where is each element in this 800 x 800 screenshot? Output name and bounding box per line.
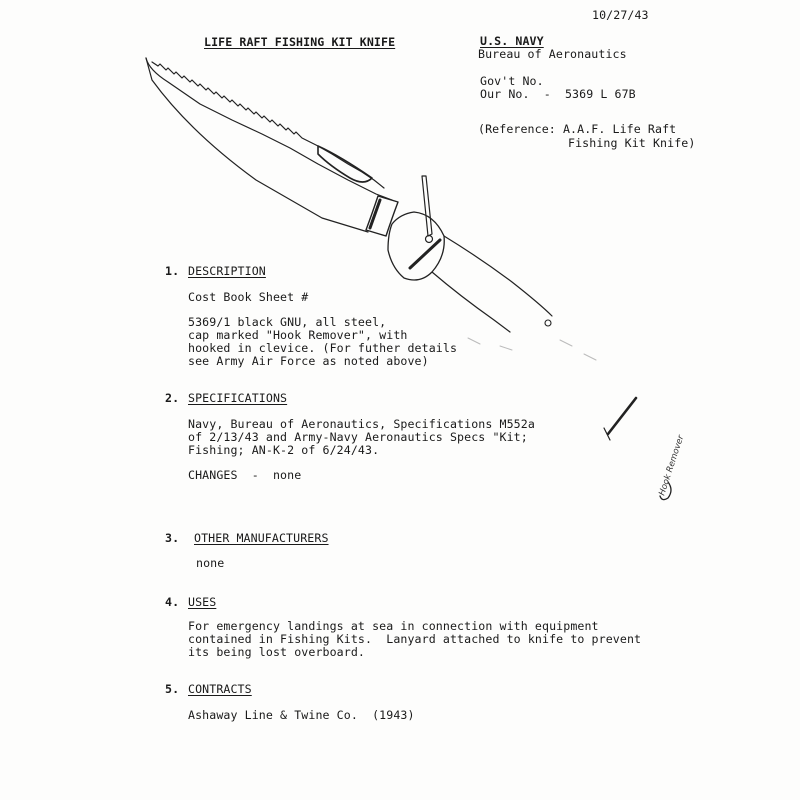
document-title: LIFE RAFT FISHING KIT KNIFE — [204, 35, 396, 49]
uses-line-3: its being lost overboard. — [188, 645, 366, 659]
hook-remover-bar — [608, 398, 636, 434]
section-5-number: 5. — [165, 682, 180, 696]
hook-remover-annotation: Hook Remover — [657, 434, 687, 497]
header-our-no: Our No. - 5369 L 67B — [480, 87, 636, 101]
description-line-5: see Army Air Force as noted above) — [188, 354, 429, 368]
knife-clevice — [388, 212, 444, 280]
specifications-line-1: Navy, Bureau of Aeronautics, Specifications M552a — [188, 417, 535, 431]
section-4-number: 4. — [165, 595, 180, 609]
hook-remover-hook — [660, 482, 671, 500]
knife-rivet — [426, 236, 433, 243]
contracts-line-1: Ashaway Line & Twine Co. (1943) — [188, 708, 415, 722]
other-manufacturers-value: none — [196, 556, 225, 570]
description-line-2: 5369/1 black GNU, all steel, — [188, 315, 387, 329]
section-1-number: 1. — [165, 264, 180, 278]
specifications-line-2: of 2/13/43 and Army-Navy Aeronautics Specs "Kit; — [188, 430, 528, 444]
knife-blade — [146, 58, 392, 200]
section-1-heading: DESCRIPTION — [188, 264, 266, 278]
description-line-1: Cost Book Sheet # — [188, 290, 309, 304]
section-4-heading: USES — [188, 595, 217, 609]
uses-line-2: contained in Fishing Kits. Lanyard attached to knife to prevent — [188, 632, 642, 646]
header-bureau: Bureau of Aeronautics — [478, 47, 627, 61]
description-line-4: hooked in clevice. (For futher details — [188, 341, 458, 355]
document-date: 10/27/43 — [592, 8, 649, 22]
knife-pin — [422, 176, 432, 236]
header-govt-no: Gov't No. — [480, 74, 544, 88]
blade-edge — [146, 58, 368, 232]
header-navy: U.S. NAVY — [480, 34, 544, 48]
blade-serration — [152, 62, 384, 188]
section-2-heading: SPECIFICATIONS — [188, 391, 288, 405]
knife-bolster — [366, 196, 398, 236]
section-3-heading: OTHER MANUFACTURERS — [194, 531, 329, 545]
blade-fuller — [318, 146, 372, 182]
specifications-changes: CHANGES - none — [188, 468, 302, 482]
description-line-3: cap marked "Hook Remover", with — [188, 328, 408, 342]
specifications-line-3: Fishing; AN-K-2 of 6/24/43. — [188, 443, 380, 457]
reference-line-1: (Reference: A.A.F. Life Raft — [478, 122, 677, 136]
uses-line-1: For emergency landings at sea in connection with equipment — [188, 619, 599, 633]
section-5-heading: CONTRACTS — [188, 682, 252, 696]
section-3-number: 3. — [165, 531, 180, 545]
knife-handle — [444, 236, 552, 316]
section-2-number: 2. — [165, 391, 180, 405]
reference-line-2: Fishing Kit Knife) — [568, 136, 696, 150]
